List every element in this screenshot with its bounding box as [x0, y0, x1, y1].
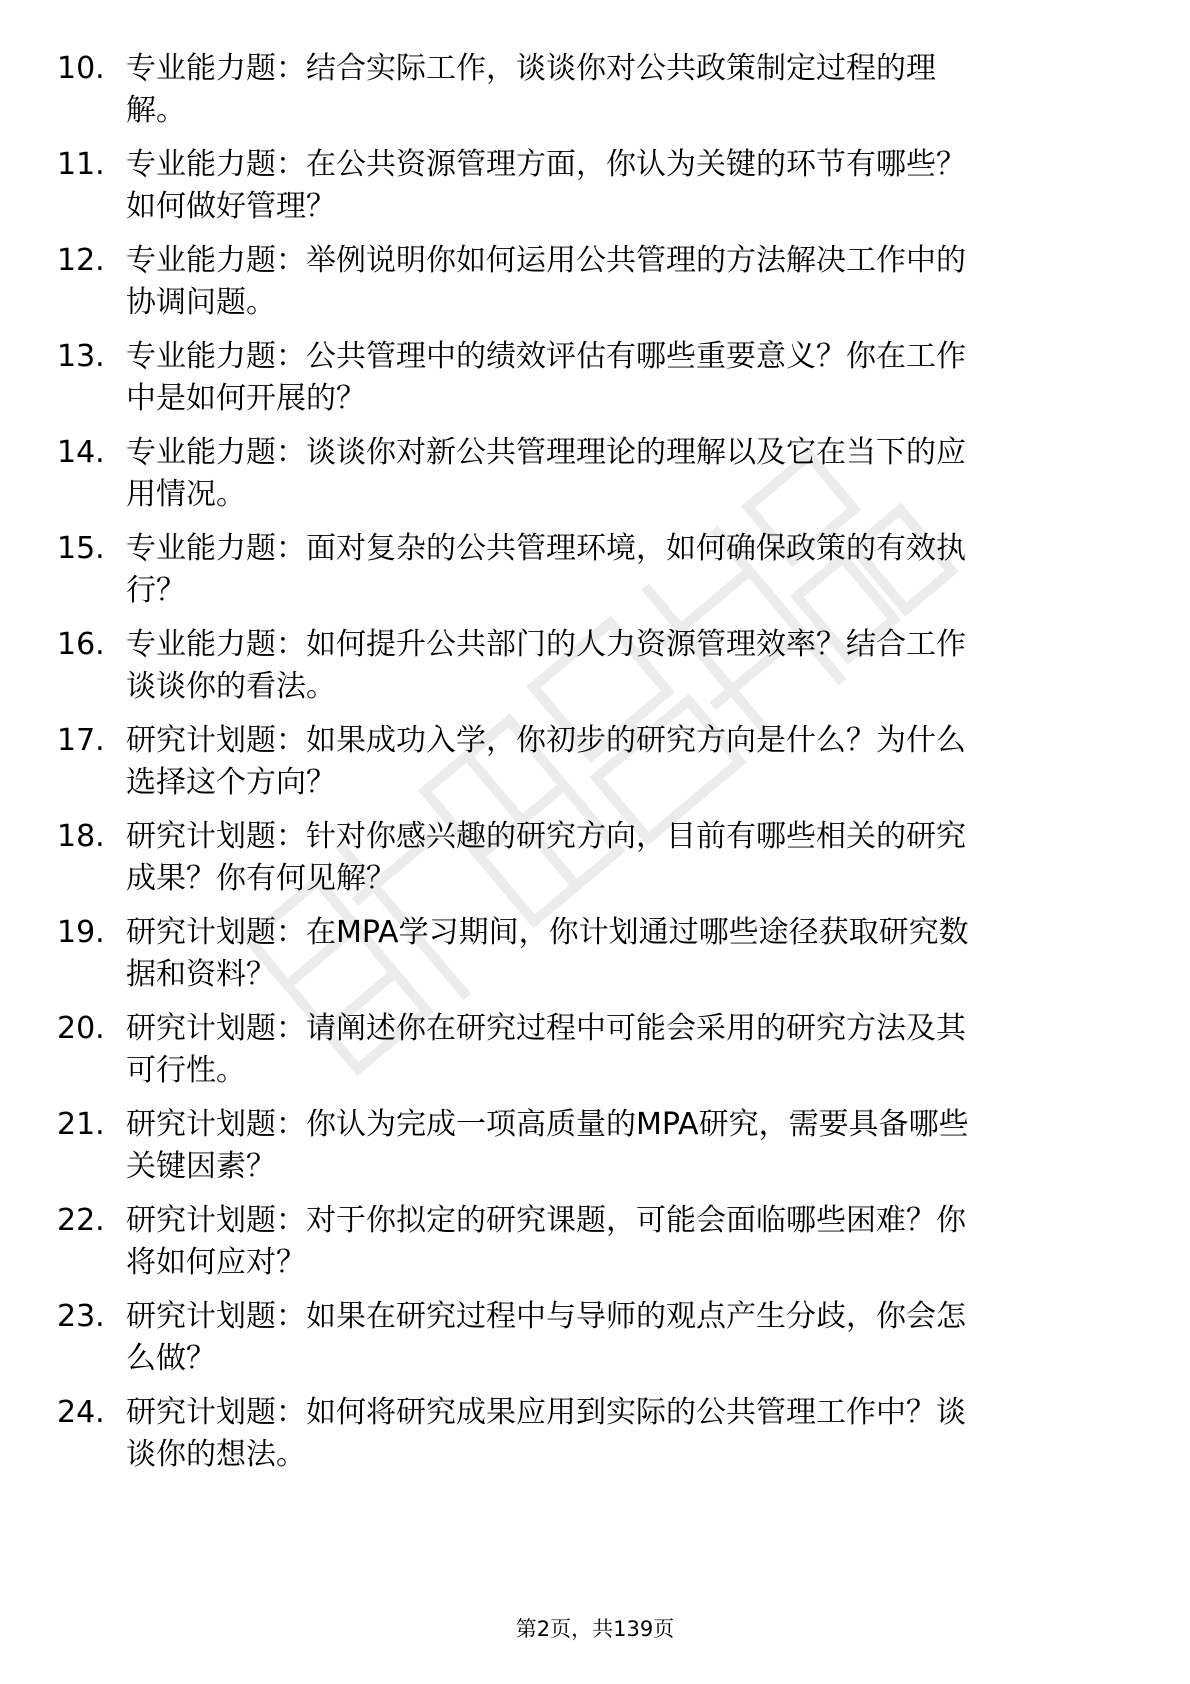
item-number: 12. — [57, 243, 105, 278]
item-text-line: 据和资料？ — [126, 957, 276, 992]
item-text-line: 专业能力题：举例说明你如何运用公共管理的方法解决工作中的 — [126, 243, 966, 278]
item-text-line: 如何做好管理？ — [126, 189, 336, 224]
item-number: 23. — [57, 1299, 105, 1334]
item-text-line: 专业能力题：在公共资源管理方面，你认为关键的环节有哪些？ — [126, 147, 966, 182]
item-text-line: 协调问题。 — [126, 285, 276, 320]
item-text-line: 选择这个方向？ — [126, 765, 336, 800]
item-text-line: 研究计划题：对于你拟定的研究课题，可能会面临哪些困难？你 — [126, 1203, 966, 1238]
item-number: 21. — [57, 1107, 105, 1142]
item-text-line: 行？ — [126, 573, 186, 608]
item-text-line: 可行性。 — [126, 1053, 246, 1088]
item-text-line: 中是如何开展的？ — [126, 381, 366, 416]
page-footer: 第2页，共139页 — [515, 1617, 675, 1641]
item-text-line: 专业能力题：结合实际工作，谈谈你对公共政策制定过程的理 — [126, 51, 936, 86]
item-text-line: 研究计划题：如何将研究成果应用到实际的公共管理工作中？谈 — [126, 1395, 966, 1430]
item-text — [126, 816, 1126, 900]
item-text-line: 研究计划题：针对你感兴趣的研究方向，目前有哪些相关的研究 — [126, 819, 966, 854]
item-text-line: 研究计划题：请阐述你在研究过程中可能会采用的研究方法及其 — [126, 1011, 966, 1046]
item-text-line: 研究计划题：在MPA学习期间，你计划通过哪些途径获取研究数 — [126, 915, 969, 950]
item-number: 13. — [57, 339, 105, 374]
item-text — [126, 1296, 1126, 1380]
item-text — [126, 144, 1126, 228]
item-number: 22. — [57, 1203, 105, 1238]
item-text — [126, 1008, 1126, 1092]
item-text — [126, 1104, 1126, 1188]
item-text — [126, 912, 1126, 996]
item-number: 19. — [57, 915, 105, 950]
item-number: 14. — [57, 435, 105, 470]
item-number: 18. — [57, 819, 105, 854]
item-text-line: 用情况。 — [126, 477, 246, 512]
item-text-line: 专业能力题：谈谈你对新公共管理理论的理解以及它在当下的应 — [126, 435, 966, 470]
item-text-line: 么做？ — [126, 1341, 216, 1376]
item-text-line: 关键因素？ — [126, 1149, 276, 1184]
item-text — [126, 1392, 1126, 1476]
item-text — [126, 720, 1126, 804]
item-text-line: 解。 — [126, 93, 186, 128]
item-text — [126, 48, 1126, 132]
item-text-line: 成果？你有何见解？ — [126, 861, 396, 896]
item-text-line: 谈你的想法。 — [126, 1437, 306, 1472]
item-number: 15. — [57, 531, 105, 566]
item-number: 17. — [57, 723, 105, 758]
item-text — [126, 432, 1126, 516]
item-text-line: 专业能力题：公共管理中的绩效评估有哪些重要意义？你在工作 — [126, 339, 966, 374]
item-text — [126, 1200, 1126, 1284]
item-text-line: 谈谈你的看法。 — [126, 669, 336, 704]
item-text — [126, 624, 1126, 708]
item-text — [126, 240, 1126, 324]
item-number: 24. — [57, 1395, 105, 1430]
item-text-line: 将如何应对？ — [126, 1245, 306, 1280]
item-text-line: 专业能力题：面对复杂的公共管理环境，如何确保政策的有效执 — [126, 531, 966, 566]
item-text-line: 研究计划题：你认为完成一项高质量的MPA研究，需要具备哪些 — [126, 1107, 969, 1142]
item-text-line: 研究计划题：如果成功入学，你初步的研究方向是什么？为什么 — [126, 723, 966, 758]
item-text — [126, 528, 1126, 612]
item-text — [126, 336, 1126, 420]
item-number: 11. — [57, 147, 105, 182]
item-text-line: 专业能力题：如何提升公共部门的人力资源管理效率？结合工作 — [126, 627, 966, 662]
item-number: 16. — [57, 627, 105, 662]
item-number: 20. — [57, 1011, 105, 1046]
item-text-line: 研究计划题：如果在研究过程中与导师的观点产生分歧，你会怎 — [126, 1299, 966, 1334]
item-number: 10. — [57, 51, 105, 86]
